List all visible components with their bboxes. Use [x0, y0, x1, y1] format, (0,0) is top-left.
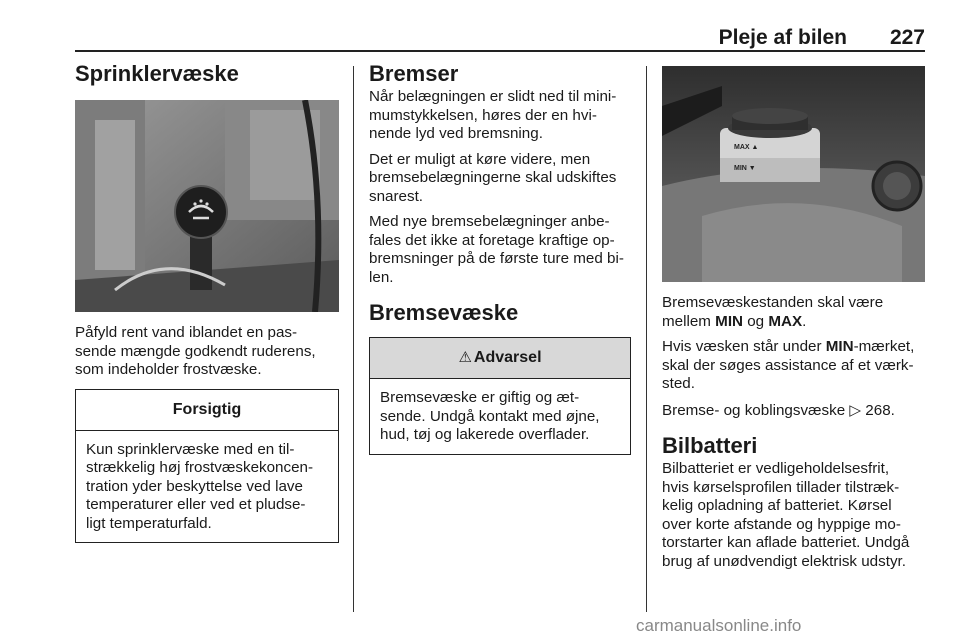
caution-title: Forsigtig	[76, 390, 338, 431]
heading-battery: Bilbatteri	[662, 433, 758, 458]
page-header	[75, 26, 925, 50]
page-reference-arrow-icon: ▷	[849, 400, 862, 419]
max-label: MAX ▲	[734, 144, 759, 151]
battery-text: Bilbatteriet er vedligeholdelsesfrit, hvis kørselsprofilen tillader tilstræk- kelig opladning af batteriet. Kørsel over korte afstande og hyppige mo- torstarter kan aflade batteriet. Undgå brug af unødvendigt elektrisk udstyr.	[662, 460, 910, 570]
brake-fluid-reference: Bremse- og koblingsvæske ▷ 268.	[662, 400, 895, 419]
caution-box	[75, 389, 339, 544]
brake-fluid-min-text: Hvis væsken står under MIN-mærket, skal der søges assistance af et værk- sted.	[662, 338, 915, 392]
washer-fluid-icon	[175, 186, 227, 238]
page-number: 227	[889, 26, 925, 49]
header-divider	[75, 50, 925, 52]
brakes-para-1: Når belægningen er slidt ned til mini- mumstykkelsen, høres der en hvi- nende lyd ved bremsning.	[369, 88, 617, 142]
heading-brakes: Bremser	[369, 61, 459, 86]
page-reference-link[interactable]: 268.	[861, 401, 895, 419]
caution-text: Kun sprinklervæske med en til- strækkelig høj frostvæskekoncen- tration yder beskyttelse ved lave temperaturer eller ved et pludse- ligt temperaturfald.	[86, 440, 314, 532]
min-label: MIN ▼	[734, 165, 756, 172]
brakes-para-3: Med nye bremsebelægninger anbe- fales det ikke at foretage kraftige op- bremsninger på de første ture med bi- len.	[369, 213, 624, 286]
washer-fluid-photo	[75, 100, 339, 312]
column-1	[75, 60, 339, 543]
warning-header	[370, 338, 630, 379]
warning-text: Bremsevæske er giftig og æt- sende. Undgå kontakt med øjne, hud, tøj og lakerede overflader.	[380, 389, 600, 443]
washer-fluid-text: Påfyld rent vand iblandet en pas- sende mængde godkendt ruderens, som indeholder frostvæske.	[75, 324, 316, 378]
column-divider-1	[353, 66, 354, 612]
brake-fluid-reservoir-photo	[662, 66, 925, 282]
warning-box	[369, 337, 631, 455]
column-divider-2	[646, 66, 647, 612]
column-3	[662, 60, 925, 578]
warning-triangle-icon: ⚠	[458, 349, 472, 366]
watermark: carmanualsonline.info	[636, 616, 802, 635]
brakes-para-2: Det er muligt at køre videre, men bremsebelægningerne skal udskiftes snarest.	[369, 150, 617, 205]
heading-washer-fluid: Sprinklervæske	[75, 61, 239, 86]
warning-title: Advarsel	[473, 349, 542, 366]
column-2	[369, 60, 631, 455]
brake-fluid-level-text: Bremsevæskestanden skal være mellem MIN og MAX.	[662, 294, 884, 330]
section-title: Pleje af bilen	[718, 26, 847, 49]
heading-brake-fluid: Bremsevæske	[369, 300, 519, 325]
